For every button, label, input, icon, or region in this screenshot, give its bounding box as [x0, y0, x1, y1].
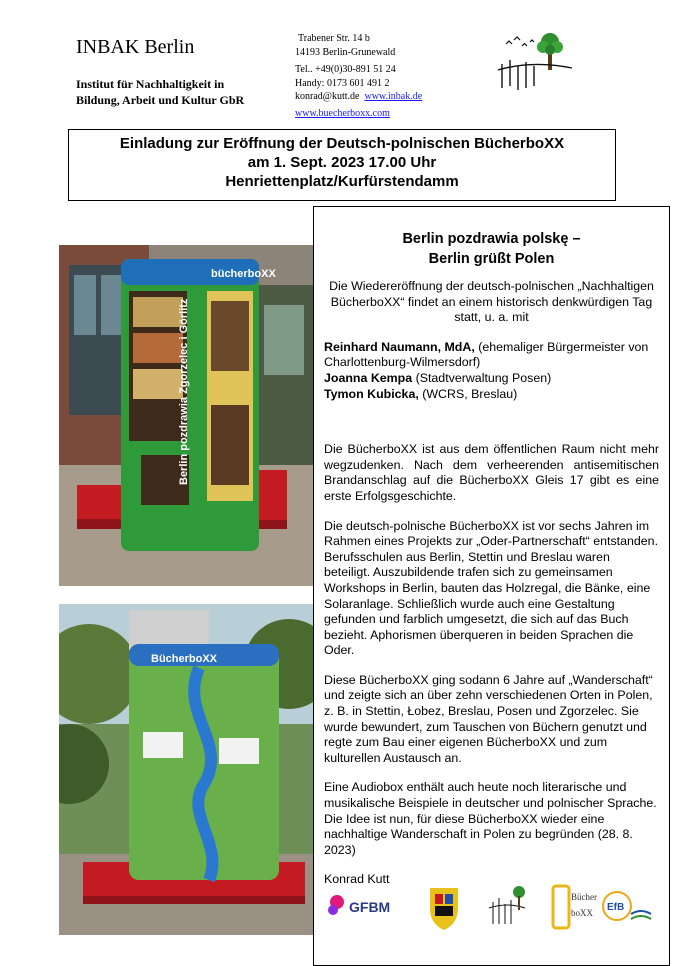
invitation-title-box [68, 129, 616, 201]
efb-text: EfB [607, 902, 625, 913]
article-heading-line2: Berlin grüßt Polen [428, 251, 555, 267]
buecher-logo-line2: boXX [571, 908, 593, 918]
guest-1-name: Reinhard Naumann, MdA, [324, 339, 475, 354]
efb-logo [603, 892, 651, 920]
guest-3 [324, 387, 659, 403]
guest-list [324, 340, 659, 402]
paragraph-3: Diese BücherboXX ging sodann 6 Jahre auf „Wanderschaft“ und zeigte sich an über zehn verschiedenen Orten in Polen, z. B. in Stettin, Łobez, Breslau, Posen und Zgorzelec. Sie wurde bewundert, zum Tauschen von Büchern genutzt und regte zum Bau einer eigenen BücherboXX und zum kulturellen Austausch an. [324, 672, 653, 765]
article-box [313, 206, 670, 966]
box1-sign-text: Berlin pozdrawia Zgorzelec i Görlitz [178, 298, 190, 485]
guest-2-role: (Stadtverwaltung Posen) [412, 370, 552, 385]
box1-top-text: bücherboXX [211, 268, 276, 280]
title-line2: am 1. Sept. 2023 17.00 Uhr [247, 154, 437, 171]
guest-3-name: Tymon Kubicka, [324, 386, 419, 401]
paragraph-1: Die BücherboXX ist aus dem öffentlichen Raum nicht mehr wegzudenken. Nach dem verheerenden antisemitischen Brandanschlag auf die BücherboXX Gleis 17 gibt es eine erste Erfolgsgeschichte. [324, 442, 659, 503]
guest-2 [324, 371, 659, 387]
inbak-small-logo [489, 886, 525, 924]
website-link[interactable]: www.inbak.de [364, 91, 423, 102]
org-name: INBAK Berlin [76, 36, 195, 58]
coat-of-arms-icon [430, 888, 458, 930]
box2-top-text: BücherboXX [151, 653, 218, 665]
guest-3-role: (WCRS, Breslau) [418, 386, 518, 401]
gfbm-text: GFBM [349, 899, 391, 915]
paragraph-4: Eine Audiobox enthält auch heute noch literarische und musikalische Beispiele in deutscher und polnischer Sprache. Die Idee ist nun, für diese BücherboXX wieder eine nachhaltige Wanderschaft in Polen zu begründen (28. 8. 2023) [324, 780, 657, 857]
org-subtitle [76, 76, 244, 108]
mobile: Handy: 0173 601 491 2 [295, 77, 390, 89]
guest-1-role: (ehemaliger Bürgermeister von Charlottenburg-Wilmersdorf) [324, 339, 649, 370]
guest-1 [324, 340, 659, 371]
contact-line [295, 90, 422, 104]
city: 14193 Berlin-Grunewald [295, 46, 396, 58]
bookbox-photo-1 [59, 245, 314, 586]
article-heading-line1: Berlin pozdrawia polskę – [402, 231, 581, 247]
article-heading [324, 229, 659, 269]
org-subtitle-line2: Bildung, Arbeit und Kultur GbR [76, 93, 245, 107]
signature: Konrad Kutt [324, 872, 390, 887]
guest-2-name: Joanna Kempa [324, 370, 413, 385]
title-line1: Einladung zur Eröffnung der Deutsch-polnischen BücherboXX [119, 135, 565, 152]
reeds-icon [498, 60, 572, 90]
website2-link[interactable]: www.buecherboxx.com [295, 107, 390, 119]
title-line3: Henriettenplatz/Kurfürstendamm [225, 173, 459, 190]
inbak-logo [492, 30, 576, 96]
bookbox-photo-2 [59, 604, 314, 935]
birds-icon [506, 37, 534, 46]
phone: Tel.. +49(0)30-891 51 24 [295, 64, 396, 75]
address-block [295, 32, 422, 120]
paragraph-2: Die deutsch-polnische BücherboXX ist vor sechs Jahren im Rahmen eines Projekts zur „Oder-Partnerschaft“ entstanden. Berufsschulen aus Berlin, Stettin und Breslau waren beteiligt. Auszubildende trafen sich zu gemeinsamen Workshops in Berlin, bauten das Holzregal, die Bänke, eine Solaranlage. Schließlich wurde auch eine Gestaltung gefunden und farblich umgesetzt, die sich auf das Buch bezieht. Aphorismen überqueren in beiden Sprachen die Oder. [324, 518, 659, 658]
street: Trabener Str. 14 b [298, 33, 370, 44]
gfbm-logo [328, 895, 390, 915]
buecher-logo-line1: Bücher [571, 892, 597, 902]
partner-logos [325, 880, 665, 932]
article-intro: Die Wiedereröffnung der deutsch-polnischen „Nachhaltigen BücherboXX“ findet an einem historisch denkwürdigen Tag statt, u. a. mit [329, 279, 654, 325]
org-subtitle-line1: Institut für Nachhaltigkeit in [76, 77, 225, 91]
buecherboxx-logo [553, 886, 597, 928]
email[interactable]: konrad@kutt.de [295, 91, 360, 102]
